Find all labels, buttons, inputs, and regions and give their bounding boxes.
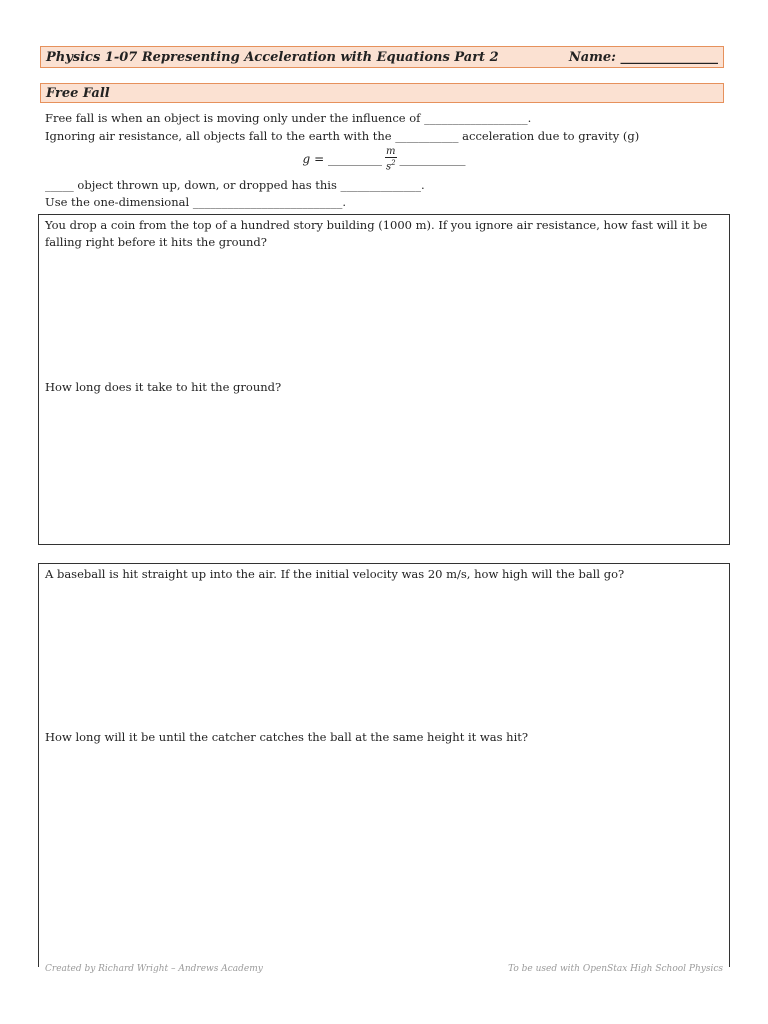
- gravity-equation: [0, 146, 768, 172]
- equation-trailing-blank: ___________: [399, 152, 466, 167]
- intro-line-use-equations: Use the one-dimensional __________________________.: [45, 195, 346, 209]
- unit-exponent: 2: [391, 159, 396, 167]
- section-title: Free Fall: [46, 85, 110, 101]
- worksheet-header: [40, 46, 724, 68]
- problem-box-coin-drop: [38, 214, 730, 545]
- unit-denominator-group: [386, 158, 396, 172]
- problem2-question-time: How long will it be until the catcher catches the ball at the same height it was hit?: [45, 730, 529, 744]
- worksheet-title: Physics 1-07 Representing Acceleration with Equations Part 2: [46, 49, 499, 65]
- section-header: [40, 83, 724, 103]
- footer-author: Created by Richard Wright – Andrews Academy: [45, 964, 263, 974]
- unit-numerator: m: [386, 146, 396, 157]
- equation-variable: g: [302, 152, 311, 167]
- problem-box-baseball: [38, 563, 730, 967]
- problem1-question-speed: You drop a coin from the top of a hundred story building (1000 m). If you ignore air resistance, how fast will it be falling right before it hits the ground?: [45, 218, 708, 249]
- intro-line-free-fall-definition: Free fall is when an object is moving only under the influence of __________________.: [45, 111, 532, 125]
- intro-line-gravity-acceleration: Ignoring air resistance, all objects fall to the earth with the ___________ acceleration due to gravity (g): [45, 129, 640, 143]
- unit-denominator: s: [385, 161, 392, 173]
- equation-unit-fraction: [385, 146, 396, 172]
- name-field-label: Name: _______________: [568, 49, 718, 65]
- problem2-question-height: A baseball is hit straight up into the air. If the initial velocity was 20 m/s, how high will the ball go?: [45, 567, 625, 581]
- problem1-question-time: How long does it take to hit the ground?: [45, 380, 282, 394]
- intro-line-every-object: _____ object thrown up, down, or dropped has this ______________.: [45, 178, 425, 192]
- equation-equals-blank: = _________: [314, 152, 383, 167]
- footer-source: To be used with OpenStax High School Physics: [508, 964, 723, 974]
